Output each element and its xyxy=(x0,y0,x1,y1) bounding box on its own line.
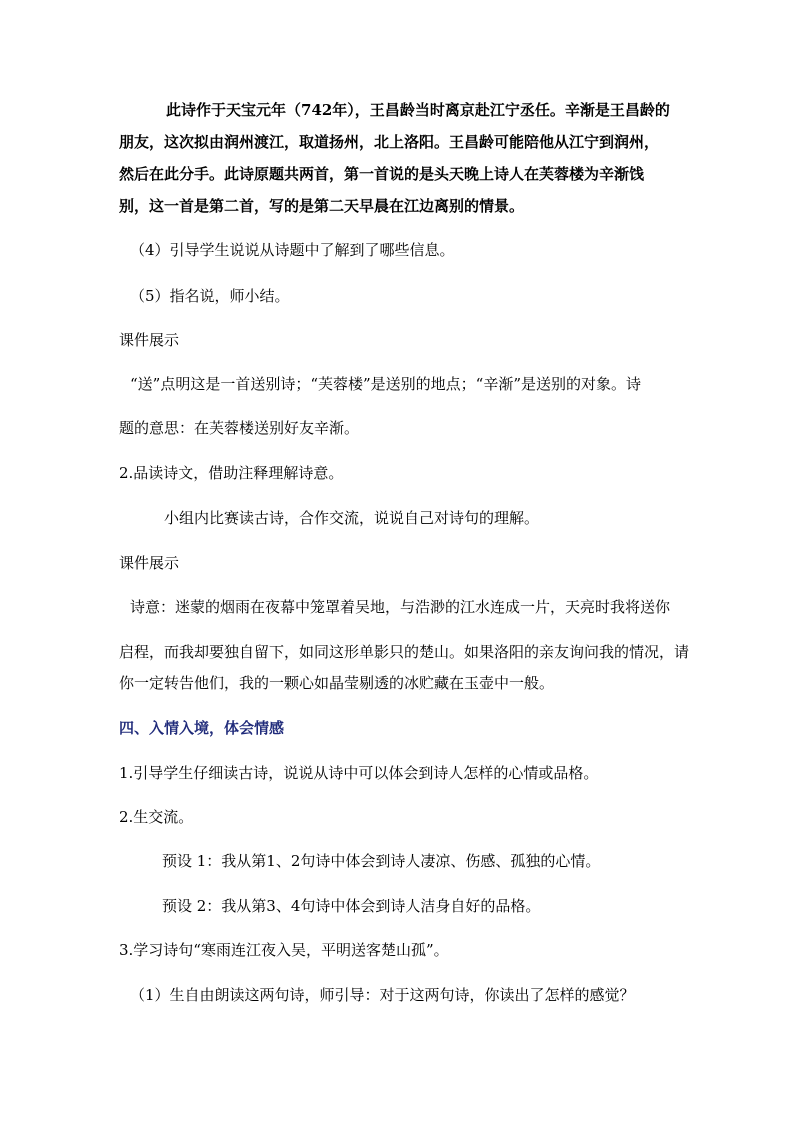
meaning-line1: 诗意：迷蒙的烟雨在夜幕中笼罩着吴地，与浩渺的江水连成一片，天亮时我将送你 xyxy=(130,598,671,616)
meaning-line3: 你一定转告他们，我的一颗心如晶莹剔透的冰贮藏在玉壶中一般。 xyxy=(119,674,555,692)
section4-item-1: 1.引导学生仔细读古诗，说说从诗中可以体会到诗人怎样的心情或品格。 xyxy=(119,764,599,782)
section4-step-1: （1）生自由朗读这两句诗，师引导：对于这两句诗，你读出了怎样的感觉？ xyxy=(130,986,635,1004)
section-4-heading: 四、入情入境，体会情感 xyxy=(119,719,285,737)
step-4: （4）引导学生说说从诗题中了解到了哪些信息。 xyxy=(130,241,455,259)
para1-line4: 别，这一首是第二首，写的是第二天早晨在江边离别的情景。 xyxy=(119,197,525,215)
preset-2: 预设 2：我从第3、4句诗中体会到诗人洁身自好的品格。 xyxy=(162,897,541,915)
section4-item-2: 2.生交流。 xyxy=(119,808,194,826)
step-5: （5）指名说，师小结。 xyxy=(130,287,290,305)
courseware-heading-2: 课件展示 xyxy=(119,554,180,572)
show1-line2: 题的意思：在芙蓉楼送别好友辛渐。 xyxy=(119,419,360,437)
section4-item-3: 3.学习诗句“寒雨连江夜入吴，平明送客楚山孤”。 xyxy=(119,941,449,959)
item-2: 2.品读诗文，借助注释理解诗意。 xyxy=(119,464,344,482)
show1-line1: “送”点明这是一首送别诗；“芙蓉楼”是送别的地点；“辛渐”是送别的对象。诗 xyxy=(130,375,642,393)
preset-1: 预设 1：我从第1、2句诗中体会到诗人凄凉、伤感、孤独的心情。 xyxy=(162,852,601,870)
meaning-line2: 启程，而我却要独自留下，如同这形单影只的楚山。如果洛阳的亲友询问我的情况，请 xyxy=(119,643,690,661)
para1-line3: 然后在此分手。此诗原题共两首，第一首说的是头天晚上诗人在芙蓉楼为辛渐饯 xyxy=(119,165,645,183)
courseware-heading-1: 课件展示 xyxy=(119,331,180,349)
group-activity: 小组内比赛读古诗，合作交流，说说自己对诗句的理解。 xyxy=(164,509,540,527)
para1-line1: 此诗作于天宝元年（742年），王昌龄当时离京赴江宁丞任。辛渐是王昌龄的 xyxy=(166,101,670,119)
para1-line2: 朋友，这次拟由润州渡江，取道扬州，北上洛阳。王昌龄可能陪他从江宁到润州， xyxy=(119,133,660,151)
